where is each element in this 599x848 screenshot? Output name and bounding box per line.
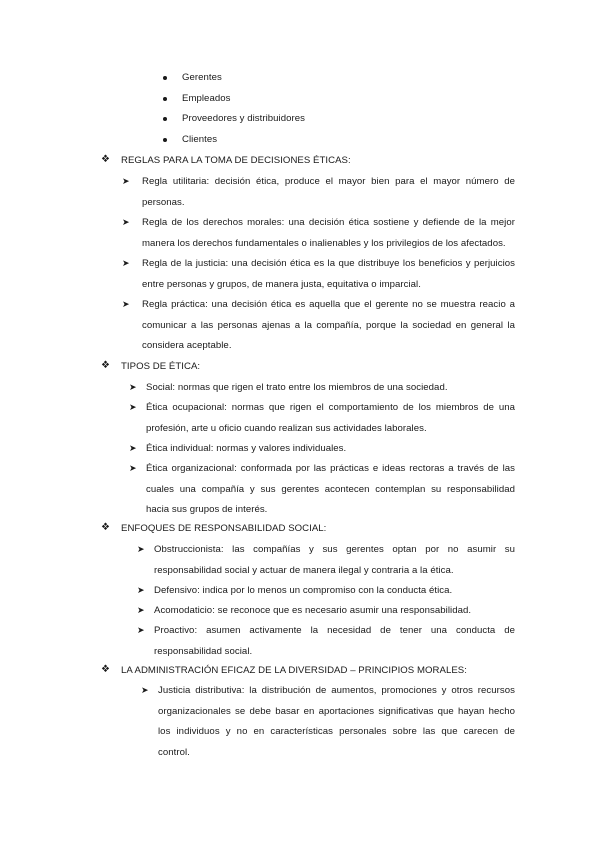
- list-item: Gerentes: [182, 72, 222, 83]
- arrow-bullet-icon: ➤: [122, 258, 130, 268]
- section-heading: REGLAS PARA LA TOMA DE DECISIONES ÉTICAS:: [121, 155, 351, 166]
- list-item: Clientes: [182, 134, 218, 145]
- item-line: Regla utilitaria: decisión ética, produce el mayor bien para el mayor número de: [142, 176, 515, 187]
- arrow-bullet-icon: ➤: [137, 605, 145, 615]
- item-line: manera los derechos fundamentales o inalienables y los privilegios de los afectados.: [142, 237, 506, 249]
- item-line: Regla práctica: una decisión ética es aquella que el gerente no se muestra reacio a: [142, 299, 515, 310]
- item-line: considera aceptable.: [142, 340, 232, 351]
- item-line: Ética ocupacional: normas que rigen el comportamiento de los miembros de una: [146, 402, 515, 413]
- section-heading: TIPOS DE ÉTICA:: [121, 361, 201, 372]
- arrow-bullet-icon: ➤: [122, 299, 130, 309]
- item-line: Regla de los derechos morales: una decisión ética sostiene y defiende de la mejor: [142, 217, 515, 228]
- list-item: [154, 540, 515, 581]
- item-line: organizacionales se debe basar en aportaciones significativas que hayan hecho: [158, 705, 515, 717]
- item-line: comunicar a las personas ajenas a la compañía, porque la sociedad en general la: [142, 319, 515, 331]
- list-item: Proveedores y distribuidores: [182, 113, 305, 124]
- item-line: responsabilidad social.: [154, 645, 253, 657]
- item-line: control.: [158, 746, 190, 758]
- list-item: [154, 621, 515, 662]
- diamond-bullet-icon: ❖: [101, 360, 110, 371]
- list-item: [146, 459, 515, 521]
- list-item: Empleados: [182, 93, 231, 104]
- arrow-bullet-icon: ➤: [141, 685, 149, 695]
- item-line: cuales una compañía y sus gerentes acontecen contemplan su responsabilidad: [146, 483, 515, 495]
- arrow-bullet-icon: ➤: [122, 176, 130, 186]
- item-line: personas.: [142, 196, 185, 208]
- arrow-bullet-icon: ➤: [129, 443, 137, 453]
- bullet-dot-icon: [163, 117, 167, 121]
- item-line: hacia sus grupos de interés.: [146, 504, 268, 515]
- list-item: [142, 254, 515, 295]
- item-line: Regla de la justicia: una decisión ética es la que distribuye los beneficios y perjuicios: [142, 258, 515, 269]
- list-item: [142, 172, 515, 213]
- item-line: Acomodaticio: se reconoce que es necesario asumir una responsabilidad.: [154, 605, 472, 616]
- item-line: Obstruccionista: las compañías y sus gerentes optan por no asumir su: [154, 544, 515, 555]
- section-heading: LA ADMINISTRACIÓN EFICAZ DE LA DIVERSIDAD – PRINCIPIOS MORALES:: [121, 665, 467, 676]
- item-line: Defensivo: indica por lo menos un compromiso con la conducta ética.: [154, 585, 453, 596]
- list-item: [142, 295, 515, 357]
- diamond-bullet-icon: ❖: [101, 664, 110, 675]
- diamond-bullet-icon: ❖: [101, 522, 110, 533]
- item-line: responsabilidad social y actuar de manera ilegal y contraria a la ética.: [154, 564, 454, 576]
- list-item: [146, 439, 515, 460]
- arrow-bullet-icon: ➤: [129, 463, 137, 473]
- list-item: [146, 398, 515, 439]
- item-line: Ética organizacional: conformada por las prácticas e ideas rectoras a través de las: [146, 463, 515, 474]
- item-line: Ética individual: normas y valores individuales.: [146, 443, 347, 454]
- list-item: [146, 378, 515, 399]
- diamond-bullet-icon: ❖: [101, 154, 110, 165]
- arrow-bullet-icon: ➤: [129, 382, 137, 392]
- list-item: [154, 601, 515, 622]
- item-line: profesión, arte u oficio cuando realizan sus actividades laborales.: [146, 422, 427, 434]
- arrow-bullet-icon: ➤: [137, 625, 145, 635]
- arrow-bullet-icon: ➤: [122, 217, 130, 227]
- list-item: [154, 581, 515, 602]
- arrow-bullet-icon: ➤: [137, 544, 145, 554]
- arrow-bullet-icon: ➤: [137, 585, 145, 595]
- bullet-dot-icon: [163, 76, 167, 80]
- item-line: Justicia distributiva: la distribución de aumentos, promociones y otros recursos: [158, 685, 515, 696]
- bullet-dot-icon: [163, 97, 167, 101]
- bullet-dot-icon: [163, 138, 167, 142]
- item-line: entre personas y grupos, de manera justa, equitativa o imparcial.: [142, 278, 421, 290]
- item-line: los individuos y no en características personales sobre las que carecen de: [158, 726, 515, 737]
- list-item: [142, 213, 515, 254]
- item-line: Social: normas que rigen el trato entre los miembros de una sociedad.: [146, 382, 448, 393]
- list-item: [158, 681, 515, 763]
- section-heading: ENFOQUES DE RESPONSABILIDAD SOCIAL:: [121, 523, 327, 534]
- item-line: Proactivo: asumen activamente la necesidad de tener una conducta de: [154, 625, 515, 636]
- arrow-bullet-icon: ➤: [129, 402, 137, 412]
